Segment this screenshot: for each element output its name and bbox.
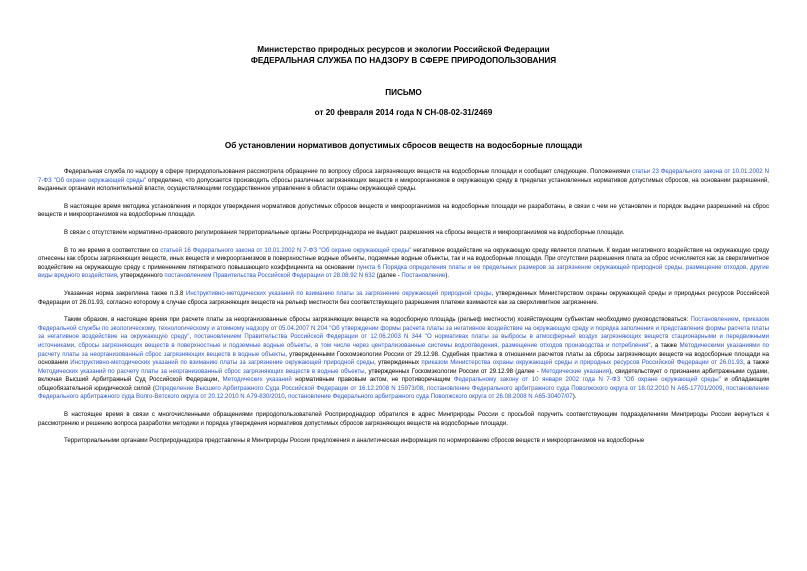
paragraph-5 (38, 290, 769, 307)
text: (далее - (375, 272, 402, 280)
paragraph-2 (38, 203, 769, 220)
text: нормативным правовым актом, не противоречащим (291, 376, 454, 384)
paragraph-7 (38, 411, 769, 428)
paragraph-4 (38, 247, 769, 281)
link-resolution[interactable]: Постановлением (690, 316, 739, 324)
text: , (189, 333, 195, 341)
text: определено, что допускается производить сбросы различных загрязняющих веществ и микроорганизмов в окружающую среду в пределах установленных нормативов допустимых сбросов, на основании разрешений, выданных органами исполнительной власти, осуществляющими государственное управление в области охраны окружающей среды. (38, 176, 769, 193)
document-date-number: от 20 февраля 2014 года N СН-08-02-31/2469 (314, 108, 493, 117)
link-methodical-instructions[interactable]: Методическими указаниями по расчету платы за неорганизованный сброс загрязняющих веществ в водные объекты (38, 341, 770, 358)
text: ), свидетельствует о признании арбитражными судами, включая Высший Арбитражный Суд Российской Федерации, (38, 367, 769, 384)
text: , (423, 384, 427, 392)
document-type: ПИСЬМО (385, 88, 422, 97)
text: , утвержденными Госкомэкологии России от 29.12.98. Судебная практика в отношении расчетов платы за сбросы загрязняющих веществ на водосборные площади на основании (38, 350, 770, 367)
link-paragraph-6-order[interactable]: пункта 6 Порядка определения платы и ее предельных размеров за загрязнение окружающей природной среды, размещение отходов, другие виды вредного воздействия (38, 263, 769, 280)
text: В настоящее время в связи с многочисленными обращениями природопользователей Росприроднадзор обратился в адрес Минприроды России с просьбой поручить соответствующим подразделениям Минприроды России вернуться к рассмотрению и решению вопроса разработки методики и порядка утверждения нормативов допустимых сбросов загрязняющих веществ на водосборные площади. (38, 411, 769, 427)
law-link-7fz[interactable]: Федеральному закону от 10 января 2002 года N 7-ФЗ "Об охране окружающей среды" (453, 376, 721, 384)
link-resolution[interactable]: Постановление (401, 272, 446, 280)
link-court-ruling[interactable]: Определение Высшего Арбитражного Суда Российской Федерации от 16.12.2008 N 15973/08 (154, 384, 424, 392)
service-name: ФЕДЕРАЛЬНАЯ СЛУЖБА ПО НАДЗОРУ В СФЕРЕ ПРИРОДОПОЛЬЗОВАНИЯ (250, 56, 557, 65)
link-government-resolution-344[interactable]: постановлением Правительства Российской Федерации от 12.06.2003 N 344 "О нормативах платы за выбросы в атмосферный воздух загрязняющих веществ стационарными и передвижными источниками, сбросы загрязняющих веществ в поверхностные и подземные водные объекты, в том числе через централизованные системы водоотведения, размещение отходов производства и потребления" (38, 333, 770, 349)
paragraph-3 (38, 229, 769, 238)
text: Территориальными органами Росприроднадзора представлены в Минприроды России предложения и аналитическая информация по нормированию сбросов веществ и микроорганизмов на водосборные (64, 437, 645, 445)
document-body (38, 168, 769, 446)
paragraph-8 (38, 437, 769, 446)
link-instructions[interactable]: Инструктивно-методических указаний по взиманию платы за загрязнение окружающей природной среды (185, 289, 492, 297)
paragraph-1 (38, 168, 769, 194)
law-link-article-16[interactable]: статьей 16 Федерального закона от 10.01.2002 N 7-ФЗ "Об охране окружающей среды" (160, 246, 412, 254)
text: В настоящее время методика установления и порядок утверждения нормативов допустимых сбросов веществ и микроорганизмов на водосборные площади не разработаны, в связи с чем не установлен и порядок выдачи разрешений на сброс веществ и микроорганизмов на водосборные площади. (38, 202, 769, 219)
text: ). (445, 272, 450, 280)
text: , утвержденных Госкомэкологии России от 29.12.98 (далее - (364, 367, 542, 375)
text: , (738, 316, 743, 324)
text: негативное воздействие на окружающую среду является платным. К видам негативного воздействия на окружающую среду отнесены как сбросы загрязняющих веществ, иных веществ и микроорганизмов в поверхностные водные объекты, подземные водные объекты, так и на водосборные площади. При отсутствии разрешения плата за сброс исчисляется как за сверхлимитное воздействие на окружающую среду с применением пятикратного повышающего коэффициента на основании (38, 246, 769, 271)
text: , а также (743, 359, 770, 367)
link-court-ruling[interactable]: постановление Федерального арбитражного суда Волго-Вятского округа от 20.12.2010 N А79-830/2010 (38, 384, 769, 401)
text: , (284, 393, 289, 401)
link-instructions[interactable]: Инструктивно-методических указаний по взиманию платы за загрязнение окружающей природной среды (70, 359, 375, 367)
text: Указанная норма закреплена также п.3.8 (64, 289, 186, 297)
link-court-ruling[interactable]: постановление Федерального арбитражного суда Поволжского округа от 18.02.2010 N А65-17701/2009 (427, 384, 723, 392)
link-ministry-order[interactable]: приказом Министерства охраны окружающей среды и природных ресурсов Российской Федерации от 26.01.93 (421, 359, 744, 367)
link-court-ruling[interactable]: постановление Федерального арбитражного суда Поволжского округа от 26.08.2008 N А65-30407/07 (288, 393, 573, 401)
text: ). (572, 393, 577, 401)
link-order-204[interactable]: приказом Федеральной службы по экологическому, технологическому и атомному надзору от 05.04.2007 N 204 "Об утверждении формы расчета платы за негативное воздействие на окружающую среду и порядка заполнения и представления формы расчета платы за негативное воздействие на окружающую среду" (38, 316, 769, 341)
ministry-name: Министерство природных ресурсов и экологии Российской Федерации (257, 45, 550, 54)
text: В то же время в соответствии со (64, 246, 161, 254)
law-link-article-23[interactable]: статьи 23 Федерального закона от 10.01.2002 N 7-ФЗ "Об охране окружающей среды" (38, 168, 769, 184)
link-methodical-instructions-short[interactable]: Методических указаний (222, 376, 292, 384)
text: В связи с отсутствием нормативно-правового регулирования территориальные органы Росприроднадзора не выдают разрешения на сбросы веществ и микроорганизмов на водосборные площади. (64, 228, 625, 236)
text: Таким образом, в настоящее время при расчете платы за неорганизованные сбросы загрязняющих веществ на водосборную площадь (рельеф местности) хозяйствующим субъектам необходимо руководствоваться: (64, 316, 691, 324)
paragraph-6 (38, 316, 769, 402)
text: , утвержденных Министерством охраны окружающей среды и природных ресурсов Российской Федерации от 26.01.93, согласно которому в случае сброса загрязняющих веществ на рельеф местности без соответствующего разрешения платежи взимаются как за сверхлимитное загрязнение. (38, 289, 770, 306)
text: , утвержденного (116, 272, 165, 280)
link-government-resolution-632[interactable]: постановлением Правительства Российской Федерации от 28.08.92 N 632 (164, 272, 375, 280)
text: , утвержденных (374, 359, 422, 367)
text: Федеральная служба по надзору в сфере природопользования рассмотрела обращение по вопросу сброса загрязняющих веществ на водосборные площади и сообщает следующее. Положениями (64, 168, 632, 175)
text: , а также (650, 341, 680, 349)
text: и обладающим общеобязательной юридической силой ( (38, 376, 769, 392)
link-methodical-instructions-short[interactable]: Методические указания (541, 367, 610, 375)
text: , (722, 384, 727, 392)
document-subject: Об установлении нормативов допустимых сбросов веществ на водосборные площади (224, 141, 583, 150)
link-methodical-instructions[interactable]: Методических указаний по расчету платы за неорганизованный сброс загрязняющих веществ в водные объекты (38, 367, 365, 375)
